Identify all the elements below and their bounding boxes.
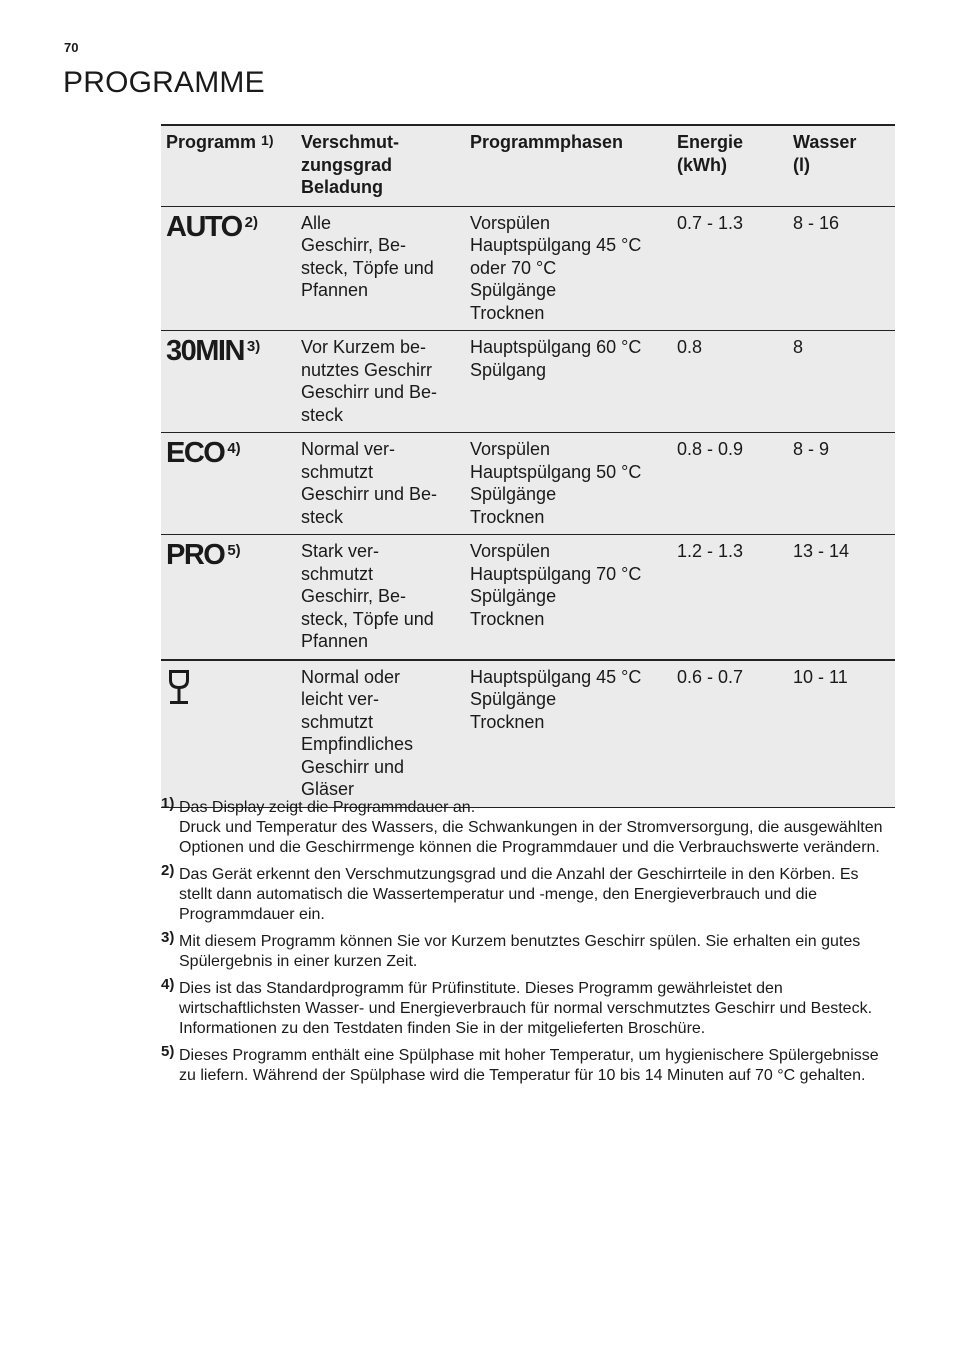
table-row — [161, 433, 895, 535]
footnote-text: Mit diesem Programm können Sie vor Kurzem benutztes Geschirr spülen. Sie erhalten ein gutes Spülergebnis in einer kurzen Zeit. — [179, 933, 861, 970]
soil-cell: Normal ver- schmutzt Geschirr und Be- steck — [301, 439, 438, 527]
soil-cell: Normal oder leicht ver- schmutzt Empfindliches Geschirr und Gläser — [301, 666, 414, 799]
program-auto-label: AUTO — [166, 210, 242, 243]
phases-cell: Hauptspülgang 60 °C Spülgang — [470, 337, 642, 380]
wine-glass-icon — [166, 668, 192, 706]
table-row — [161, 331, 895, 433]
energy-cell: 0.8 — [677, 337, 703, 357]
program-cell — [161, 331, 296, 433]
header-water: Wasser (l) — [793, 132, 857, 175]
footnote-mark: 3) — [161, 929, 175, 946]
table-row — [161, 535, 895, 660]
page-number: 70 — [64, 40, 79, 55]
header-phases: Programmphasen — [470, 132, 624, 152]
table-header-row — [161, 125, 895, 206]
footnote-mark: 5) — [161, 1043, 175, 1060]
footnote — [161, 795, 891, 858]
program-eco-label: ECO — [166, 437, 225, 469]
water-cell: 10 - 11 — [793, 666, 848, 687]
program-table — [161, 124, 895, 808]
program-cell — [161, 433, 296, 535]
water-cell: 8 - 16 — [793, 212, 840, 233]
footnote-ref: 5) — [227, 542, 241, 559]
phases-cell: Vorspülen Hauptspülgang 50 °C Spülgänge Trocknen — [470, 439, 642, 527]
header-soil-level: Verschmut- zungsgrad Beladung — [301, 132, 400, 197]
water-cell: 13 - 14 — [793, 541, 850, 561]
program-cell — [161, 535, 296, 660]
phases-cell: Vorspülen Hauptspülgang 45 °C oder 70 °C Spülgänge Trocknen — [470, 212, 642, 323]
table-row — [161, 660, 895, 808]
footnote-text: Das Display zeigt die Programmdauer an. Druck und Temperatur des Wassers, die Schwankungen in der Stromversorgung, die ausgewählten Optionen und die Geschirrmenge können die Programmdauer und die Verbrauchswerte verändern. — [179, 799, 883, 856]
soil-cell: Alle Geschirr, Be- steck, Töpfe und Pfannen — [301, 212, 434, 300]
footnotes — [161, 795, 891, 1093]
footnote-text: Dieses Programm enthält eine Spülphase mit hoher Temperatur, um hygienischere Spülergebnisse zu liefern. Während der Spülphase wird die Temperatur für 10 bis 14 Minuten auf 70 °C gehalten. — [179, 1047, 879, 1084]
soil-cell: Stark ver- schmutzt Geschirr, Be- steck, Töpfe und Pfannen — [301, 541, 434, 651]
footnote-ref: 1) — [261, 132, 274, 148]
footnote-ref: 3) — [246, 338, 261, 355]
energy-cell: 1.2 - 1.3 — [677, 541, 744, 561]
program-cell — [161, 206, 296, 331]
header-program — [161, 125, 296, 206]
header-energy: Energie (kWh) — [677, 132, 744, 175]
program-pro-label: PRO — [166, 539, 225, 571]
program-cell — [161, 660, 296, 808]
phases-cell: Hauptspülgang 45 °C Spülgänge Trocknen — [470, 666, 642, 732]
phases-cell: Vorspülen Hauptspülgang 70 °C Spülgänge Trocknen — [470, 541, 642, 629]
footnote-text: Das Gerät erkennt den Verschmutzungsgrad und die Anzahl der Geschirrteile in den Körben. Es stellt dann automatisch die Wassertemperatur und -menge, den Energieverbrauch und die Programmdauer ein. — [179, 866, 859, 923]
footnote — [161, 929, 891, 972]
table-row — [161, 206, 895, 331]
program-30min-label: 30MIN — [166, 335, 244, 367]
page-title: PROGRAMME — [63, 66, 265, 99]
energy-cell: 0.8 - 0.9 — [677, 439, 744, 459]
footnote-text: Dies ist das Standardprogramm für Prüfinstitute. Dieses Programm gewährleistet den wirtschaftlichsten Wasser- und Energieverbrauch für normal verschmutztes Geschirr und Besteck. Informationen zu den Testdaten finden Sie in der mitgelieferten Broschüre. — [179, 980, 873, 1037]
energy-cell: 0.7 - 1.3 — [677, 212, 744, 233]
footnote — [161, 862, 891, 925]
water-cell: 8 - 9 — [793, 439, 830, 459]
soil-cell: Vor Kurzem be- nutztes Geschirr Geschirr und Be- steck — [301, 337, 438, 425]
footnote-ref: 4) — [227, 440, 241, 457]
footnote — [161, 1043, 891, 1086]
footnote-mark: 1) — [161, 795, 175, 812]
footnote-mark: 2) — [161, 862, 175, 879]
energy-cell: 0.6 - 0.7 — [677, 666, 744, 687]
header-program-label: Programm — [166, 132, 257, 152]
footnote-mark: 4) — [161, 976, 175, 993]
footnote — [161, 976, 891, 1039]
water-cell: 8 — [793, 337, 804, 357]
footnote-ref: 2) — [244, 213, 258, 231]
